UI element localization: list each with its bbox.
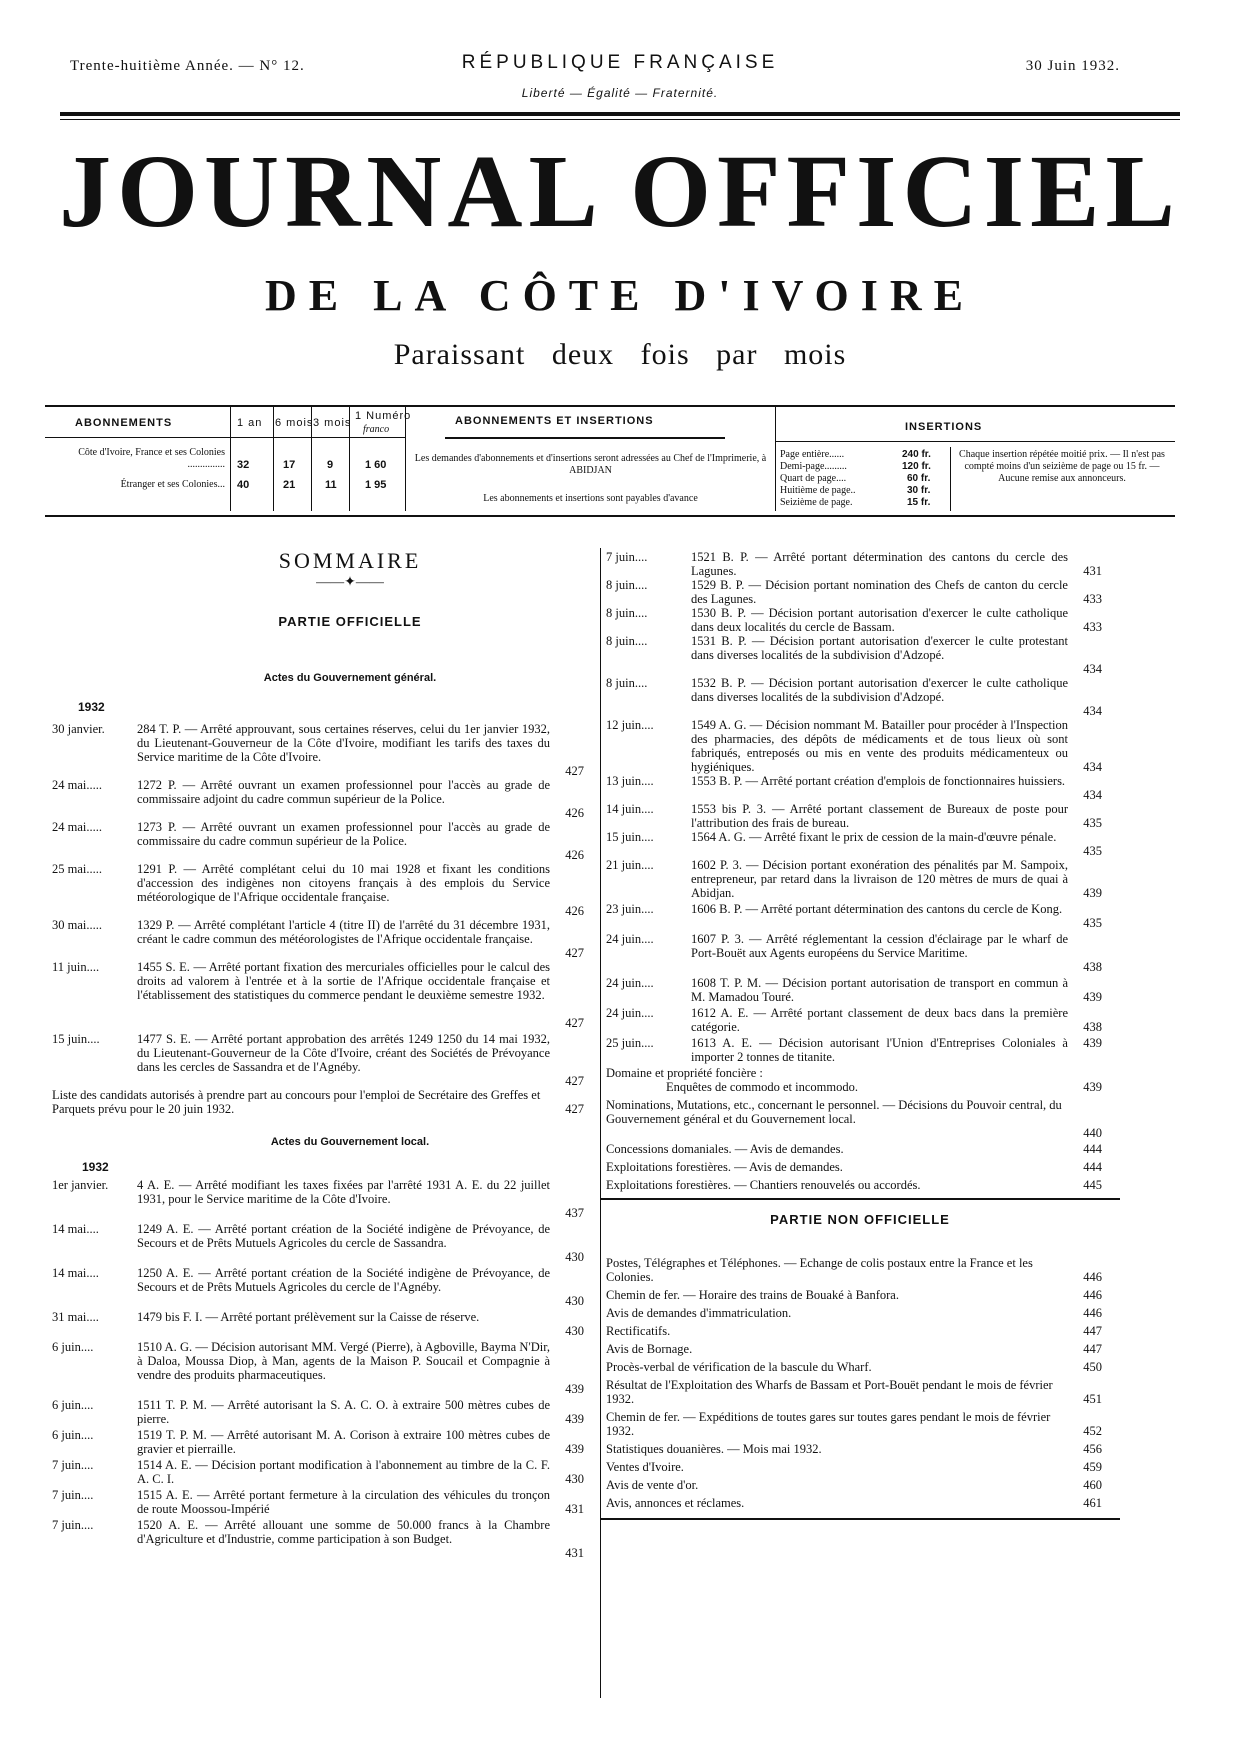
entry-page: 430 — [565, 1250, 584, 1264]
entry-date: 21 juin.... — [606, 858, 654, 872]
entry-date: 6 juin.... — [52, 1340, 94, 1354]
entry-text: Exploitations forestières. — Chantiers renouvelés ou accordés. — [606, 1178, 921, 1192]
year-heading: 1932 — [82, 1160, 109, 1174]
entry-text: 1553 bis P. 3. — Arrêté portant classement de Bureaux de poste pour l'attribution des frais de bureau. — [691, 802, 1068, 830]
entry-page: 450 — [1083, 1360, 1102, 1374]
journal-periodicity: Paraissant deux fois par mois — [393, 338, 847, 371]
entry-date: 24 mai..... — [52, 778, 102, 792]
ins-label-4: Seizième de page. — [780, 497, 853, 508]
entry-date: 24 juin.... — [606, 976, 654, 990]
list-item — [606, 634, 1102, 676]
entry-text: 1549 A. G. — Décision nommant M. Batailler pour procéder à l'Inspection des pharmacies, des dépôts de médicaments et de tous lieux où sont fabriqués, entreposés ou mis en vente des produits médicamenteux ou hygiéniques. — [691, 718, 1068, 774]
ins-price-3: 30 fr. — [907, 485, 931, 496]
entry-page: 427 — [565, 946, 584, 960]
entry-date: 14 juin.... — [606, 802, 654, 816]
entry-text: 1613 A. E. — Décision autorisant l'Union d'Entreprises Coloniales à importer 2 tonnes de titanite. — [691, 1036, 1068, 1064]
entry-page: 447 — [1083, 1324, 1102, 1338]
entry-date: 8 juin.... — [606, 634, 648, 648]
list-item — [606, 1360, 1102, 1374]
list-item — [52, 1398, 584, 1426]
entry-text: 1607 P. 3. — Arrêté réglementant la cession d'éclairage par le wharf de Port-Bouët aux Agents européens du Service Maritime. — [691, 932, 1068, 960]
entry-page: 437 — [565, 1206, 584, 1220]
entry-page: 439 — [1083, 886, 1102, 900]
entry-text: 1291 P. — Arrêté complétant celui du 10 mai 1928 et fixant les conditions d'accession des indigènes non citoyens français à des emplois du Service météorologique de l'Afrique occidentale française. — [137, 862, 550, 904]
entry-page: 426 — [565, 904, 584, 918]
mid-text-1: Les demandes d'abonnements et d'insertions seront adressées au Chef de l'Imprimerie, à ABIDJAN — [414, 453, 767, 476]
entry-page: 434 — [1083, 662, 1102, 676]
list-item — [52, 960, 584, 1030]
list-item — [52, 862, 584, 918]
entry-page: 434 — [1083, 704, 1102, 718]
entry-text: 1532 B. P. — Décision portant autorisation d'exercer le culte catholique dans diverses localités de la subdivision d'Adzopé. — [691, 676, 1068, 704]
entry-page: 435 — [1083, 816, 1102, 830]
entry-page: 431 — [565, 1502, 584, 1516]
list-item — [606, 902, 1102, 930]
entry-page: 430 — [565, 1324, 584, 1338]
list-item — [606, 718, 1102, 774]
entry-page: 445 — [1083, 1178, 1102, 1192]
entry-date: 8 juin.... — [606, 606, 648, 620]
entry-date: 25 mai..... — [52, 862, 102, 876]
list-item — [606, 1066, 1102, 1096]
col-6mois: 6 mois — [275, 417, 314, 429]
entry-page: 431 — [1083, 564, 1102, 578]
issue-date: 30 Juin 1932. — [1025, 58, 1120, 74]
entry-text: Concessions domaniales. — Avis de demandes. — [606, 1142, 844, 1156]
entry-text: 1530 B. P. — Décision portant autorisation d'exercer le culte catholique dans deux localités du cercle de Bassam. — [691, 606, 1068, 634]
partie-non-officielle-heading: PARTIE NON OFFICIELLE — [770, 1212, 950, 1227]
entry-page: 434 — [1083, 788, 1102, 802]
entry-page: 434 — [1083, 760, 1102, 774]
list-item — [52, 1266, 584, 1308]
entry-text: Avis de vente d'or. — [606, 1478, 699, 1492]
list-item — [606, 802, 1102, 830]
entry-page: 430 — [565, 1294, 584, 1308]
entry-page: 426 — [565, 806, 584, 820]
ins-label-1: Demi-page......... — [780, 461, 847, 472]
entry-text: 1510 A. G. — Décision autorisant MM. Vergé (Pierre), à Agboville, Bayma N'Dir, à Daloa, Moussa Diop, à Man, agents de la Maison P. Soucail et Compagnie à vendre des produits pharmaceutiques. — [137, 1340, 550, 1382]
row-colonies-numero: 1 60 — [365, 459, 387, 471]
entry-page: 456 — [1083, 1442, 1102, 1456]
journal-title: JOURNAL OFFICIEL — [59, 134, 1181, 249]
list-item — [52, 1488, 584, 1516]
list-item — [52, 1458, 584, 1486]
entry-text: 1514 A. E. — Décision portant modification à l'abonnement au timbre de la C. F. A. C. I. — [137, 1458, 550, 1486]
entry-text: 1602 P. 3. — Décision portant exonération des pénalités par M. Sampoix, entrepreneur, par retard dans la livraison de 120 mètres de murs de quai à Abidjan. — [691, 858, 1068, 900]
list-item — [606, 1160, 1102, 1174]
list-item — [52, 1222, 584, 1264]
row-colonies-6mois: 17 — [283, 459, 296, 471]
list-item — [52, 1088, 584, 1118]
row-etranger-6mois: 21 — [283, 479, 296, 491]
entry-date: 25 juin.... — [606, 1036, 654, 1050]
column-divider — [600, 548, 601, 1698]
list-item — [606, 830, 1102, 858]
entry-text: 1477 S. E. — Arrêté portant approbation des arrêtés 1249 1250 du 14 mai 1932, du Lieutenant-Gouverneur de la Côte d'Ivoire, créant des Sociétés de Prévoyance dans les cercles de Sassandra et de l'Agnéby. — [137, 1032, 550, 1074]
entry-page: 438 — [1083, 1020, 1102, 1034]
list-item — [606, 1342, 1102, 1356]
entry-text: 1511 T. P. M. — Arrêté autorisant la S. A. C. O. à extraire 500 mètres cubes de pierre. — [137, 1398, 550, 1426]
col-franco: franco — [363, 424, 390, 435]
list-item — [606, 1410, 1102, 1438]
list-item — [606, 1006, 1102, 1034]
row-colonies-3mois: 9 — [327, 459, 334, 471]
entry-date: 7 juin.... — [52, 1458, 94, 1472]
entry-page: 431 — [565, 1546, 584, 1560]
entry-page: 427 — [565, 1102, 584, 1116]
entry-text: 284 T. P. — Arrêté approuvant, sous certaines réserves, celui du 1er janvier 1932, du Lieutenant-Gouverneur de la Côte d'Ivoire, modifiant les tarifs des taxes du Service maritime de la Côte d'Ivoire. — [137, 722, 550, 764]
entry-page: 435 — [1083, 844, 1102, 858]
list-item — [52, 1178, 584, 1220]
entry-text: 1455 S. E. — Arrêté portant fixation des mercuriales officielles pour le calcul des droits ad valorem à l'entrée et à la sortie de l'Afrique occidentale française et l'établissement des statistiques du commerce pendant le deuxième semestre 1932. — [137, 960, 550, 1002]
list-item — [52, 918, 584, 960]
entry-page: 435 — [1083, 916, 1102, 930]
entry-page: 427 — [565, 764, 584, 778]
entry-page: 439 — [565, 1382, 584, 1396]
entry-page: 452 — [1083, 1424, 1102, 1438]
entry-text: Chemin de fer. — Expéditions de toutes gares sur toutes gares pendant le mois de février 1932. — [606, 1410, 1051, 1438]
ins-price-2: 60 fr. — [907, 473, 931, 484]
republic-motto: Liberté — Égalité — Fraternité. — [521, 86, 719, 100]
list-item — [606, 1324, 1102, 1338]
entry-page: 446 — [1083, 1288, 1102, 1302]
entry-text: 1564 A. G. — Arrêté fixant le prix de cession de la main-d'œuvre pénale. — [691, 830, 1057, 844]
list-item — [606, 578, 1102, 606]
list-item — [606, 1142, 1102, 1156]
list-item — [52, 1032, 584, 1088]
entry-page: 439 — [565, 1442, 584, 1456]
row-label-etranger: Étranger et ses Colonies... — [120, 479, 225, 490]
entry-page: 426 — [565, 848, 584, 862]
entry-page: 439 — [565, 1412, 584, 1426]
insertions-note: Chaque insertion répétée moitié prix. — Il n'est pas compté moins d'un seizième de page ou 15 fr. — Aucune remise aux annonceurs. — [959, 449, 1165, 484]
list-item — [606, 1256, 1102, 1284]
ins-price-1: 120 fr. — [902, 461, 931, 472]
entry-date: 8 juin.... — [606, 578, 648, 592]
entry-page: 440 — [1083, 1126, 1102, 1140]
entry-page: 444 — [1083, 1160, 1102, 1174]
row-etranger-3mois: 11 — [325, 479, 337, 491]
entry-page: 433 — [1083, 620, 1102, 634]
republic-heading: RÉPUBLIQUE FRANÇAISE — [461, 52, 779, 73]
list-item — [606, 1178, 1102, 1192]
entry-text: 1608 T. P. M. — Décision portant autorisation de transport en commun à M. Mamadou Touré. — [691, 976, 1068, 1004]
list-item — [606, 1036, 1102, 1064]
row-etranger-1an: 40 — [237, 479, 250, 491]
list-item — [606, 1098, 1102, 1140]
entry-date: 1er janvier. — [52, 1178, 109, 1192]
entry-date: 15 juin.... — [52, 1032, 100, 1046]
header-rule-thin — [60, 119, 1180, 120]
entry-date: 8 juin.... — [606, 676, 648, 690]
entry-text: 1529 B. P. — Décision portant nomination des Chefs de canton du cercle des Lagunes. — [691, 578, 1068, 606]
entry-text: 1606 B. P. — Arrêté portant détermination des cantons du cercle de Kong. — [691, 902, 1063, 916]
entry-text: Postes, Télégraphes et Téléphones. — Echange de colis postaux entre la France et les Colonies. — [606, 1256, 1033, 1284]
entry-page: 446 — [1083, 1270, 1102, 1284]
entry-page: 427 — [565, 1074, 584, 1088]
mid-header: ABONNEMENTS ET INSERTIONS — [455, 415, 654, 427]
entry-page: 439 — [1083, 990, 1102, 1004]
col-1an: 1 an — [237, 417, 263, 429]
entry-text: Rectificatifs. — [606, 1324, 671, 1338]
journal-subtitle: DE LA CÔTE D'IVOIRE — [264, 271, 975, 320]
issue-info: Trente-huitième Année. — N° 12. — [70, 58, 305, 74]
entry-text: Nominations, Mutations, etc., concernant le personnel. — Décisions du Pouvoir central, du Gouvernement général et du Gouvernement local. — [606, 1098, 1062, 1126]
section-rule — [600, 1198, 1120, 1200]
entry-date: 24 juin.... — [606, 932, 654, 946]
list-item — [606, 1478, 1102, 1492]
entry-text: Statistiques douanières. — Mois mai 1932. — [606, 1442, 822, 1456]
entry-text: 1612 A. E. — Arrêté portant classement de deux bacs dans la première catégorie. — [691, 1006, 1068, 1034]
list-item — [52, 820, 584, 862]
entry-page: 444 — [1083, 1142, 1102, 1156]
entry-date: 11 juin.... — [52, 960, 100, 974]
entry-page: 460 — [1083, 1478, 1102, 1492]
list-item — [606, 1442, 1102, 1456]
entry-date: 6 juin.... — [52, 1398, 94, 1412]
entry-text: 1272 P. — Arrêté ouvrant un examen professionnel pour l'accès au grade de commissaire adjoint du cadre commun supérieur de la Police. — [137, 778, 550, 806]
entry-page: 438 — [1083, 960, 1102, 974]
entry-page: 439 — [1083, 1080, 1102, 1094]
ins-price-4: 15 fr. — [907, 497, 931, 508]
list-item — [606, 550, 1102, 578]
actes-local-heading: Actes du Gouvernement local. — [270, 1136, 430, 1148]
entry-page: 433 — [1083, 592, 1102, 606]
col-3mois: 3 mois — [313, 417, 352, 429]
list-item — [606, 676, 1102, 718]
entry-text: 4 A. E. — Arrêté modifiant les taxes fixées par l'arrêté 1931 A. E. du 22 juillet 1931, pour le Service maritime de la Côte d'Ivoire. — [137, 1178, 550, 1206]
entry-date: 12 juin.... — [606, 718, 654, 732]
entry-date: 6 juin.... — [52, 1428, 94, 1442]
list-item — [52, 722, 584, 778]
list-item — [52, 1340, 584, 1396]
entry-text: Avis de Bornage. — [606, 1342, 693, 1356]
entry-text: Ventes d'Ivoire. — [606, 1460, 684, 1474]
list-item — [606, 1306, 1102, 1320]
mid-text-2: Les abonnements et insertions sont payables d'avance — [483, 493, 698, 504]
subscription-table — [45, 405, 1175, 517]
actes-general-heading: Actes du Gouvernement général. — [263, 672, 437, 684]
entry-text: Domaine et propriété foncière : — [606, 1066, 763, 1080]
entry-text: Avis de demandes d'immatriculation. — [606, 1306, 792, 1320]
entry-text: Résultat de l'Exploitation des Wharfs de Bassam et Port-Bouët pendant le mois de février 1932. — [606, 1378, 1053, 1406]
entry-subtext: Enquêtes de commodo et incommodo. — [666, 1080, 858, 1094]
list-item — [606, 1288, 1102, 1302]
entry-text: Liste des candidats autorisés à prendre part au concours pour l'emploi de Secrétaire des Greffes et Parquets prévu pour le 20 juin 1932. — [52, 1088, 541, 1116]
ins-label-0: Page entière...... — [780, 449, 845, 460]
list-item — [606, 606, 1102, 634]
entry-page: 446 — [1083, 1306, 1102, 1320]
col-numero: 1 Numéro — [355, 410, 412, 422]
entry-date: 23 juin.... — [606, 902, 654, 916]
entry-text: 1479 bis F. I. — Arrêté portant prélèvement sur la Caisse de réserve. — [137, 1310, 480, 1324]
row-etranger-numero: 1 95 — [365, 479, 387, 491]
sommaire-ornament: ——✦—— — [316, 575, 384, 590]
ins-label-3: Huitième de page.. — [780, 485, 856, 496]
insertions-header: INSERTIONS — [905, 421, 983, 433]
subscriptions-header: ABONNEMENTS — [75, 417, 173, 429]
header-rule — [60, 112, 1180, 116]
entry-text: 1519 T. P. M. — Arrêté autorisant M. A. Corison à extraire 100 mètres cubes de gravier et pierraille. — [137, 1428, 550, 1456]
partie-officielle-heading: PARTIE OFFICIELLE — [278, 614, 422, 629]
entry-text: Avis, annonces et réclames. — [606, 1496, 745, 1510]
list-item — [52, 1428, 584, 1456]
entry-page: 430 — [565, 1472, 584, 1486]
row-colonies-1an: 32 — [237, 459, 250, 471]
year-heading: 1932 — [78, 700, 105, 714]
entry-page: 439 — [1083, 1036, 1102, 1050]
entry-text: Procès-verbal de vérification de la bascule du Wharf. — [606, 1360, 872, 1374]
entry-date: 7 juin.... — [52, 1488, 94, 1502]
list-item — [52, 1310, 584, 1338]
entry-page: 427 — [565, 1016, 584, 1030]
entry-text: Chemin de fer. — Horaire des trains de Bouaké à Banfora. — [606, 1288, 899, 1302]
entry-date: 7 juin.... — [52, 1518, 94, 1532]
entry-page: 447 — [1083, 1342, 1102, 1356]
entry-date: 13 juin.... — [606, 774, 654, 788]
entry-page: 461 — [1083, 1496, 1102, 1510]
entry-text: 1249 A. E. — Arrêté portant création de la Société indigène de Prévoyance, de Secours et de Prêts Mutuels Agricoles du cercle de Sassandra. — [137, 1222, 550, 1250]
entry-text: 1520 A. E. — Arrêté allouant une somme de 50.000 francs à la Chambre d'Agriculture et d'Industrie, comme participation à son Budget. — [137, 1518, 550, 1546]
entry-text: 1515 A. E. — Arrêté portant fermeture à la circulation des véhicules du tronçon de route Moossou-Impérié — [137, 1488, 550, 1516]
entry-text: 1531 B. P. — Décision portant autorisation d'exercer le culte protestant dans diverses localités de la subdivision d'Adzopé. — [691, 634, 1068, 662]
entry-date: 30 janvier. — [52, 722, 105, 736]
entry-text: 1553 B. P. — Arrêté portant création d'emplois de fonctionnaires huissiers. — [691, 774, 1066, 788]
list-item — [606, 1496, 1102, 1510]
entry-date: 31 mai.... — [52, 1310, 99, 1324]
entry-page: 459 — [1083, 1460, 1102, 1474]
entry-date: 7 juin.... — [606, 550, 648, 564]
ins-price-0: 240 fr. — [902, 449, 931, 460]
list-item — [52, 1518, 584, 1560]
list-item — [52, 778, 584, 820]
ins-label-2: Quart de page.... — [780, 473, 847, 484]
entry-date: 24 juin.... — [606, 1006, 654, 1020]
entry-date: 24 mai..... — [52, 820, 102, 834]
sommaire-title: SOMMAIRE — [278, 548, 422, 573]
entry-text: 1250 A. E. — Arrêté portant création de la Société indigène de Prévoyance, de Secours et de Prêts Mutuels Agricoles du cercle de l'Agnéby. — [137, 1266, 550, 1294]
entry-date: 14 mai.... — [52, 1266, 99, 1280]
entry-date: 30 mai..... — [52, 918, 102, 932]
entry-text: 1329 P. — Arrêté complétant l'article 4 (titre II) de l'arrêté du 31 décembre 1931, créant le cadre commun des météorologistes de l'Afrique occidentale française. — [137, 918, 550, 946]
list-item — [606, 774, 1102, 802]
list-item — [606, 1378, 1102, 1406]
row-label-colonies: Côte d'Ivoire, France et ses Colonies ............... — [78, 447, 225, 470]
entry-date: 15 juin.... — [606, 830, 654, 844]
list-item — [606, 932, 1102, 974]
entry-text: Exploitations forestières. — Avis de demandes. — [606, 1160, 843, 1174]
list-item — [606, 976, 1102, 1004]
entry-date: 14 mai.... — [52, 1222, 99, 1236]
entry-text: 1273 P. — Arrêté ouvrant un examen professionnel pour l'accès au grade de commissaire du cadre commun supérieur de la Police. — [137, 820, 550, 848]
entry-text: 1521 B. P. — Arrêté portant détermination des cantons du cercle des Lagunes. — [691, 550, 1068, 578]
list-item — [606, 1460, 1102, 1474]
section-rule-bottom — [600, 1518, 1120, 1520]
entry-page: 451 — [1083, 1392, 1102, 1406]
list-item — [606, 858, 1102, 900]
